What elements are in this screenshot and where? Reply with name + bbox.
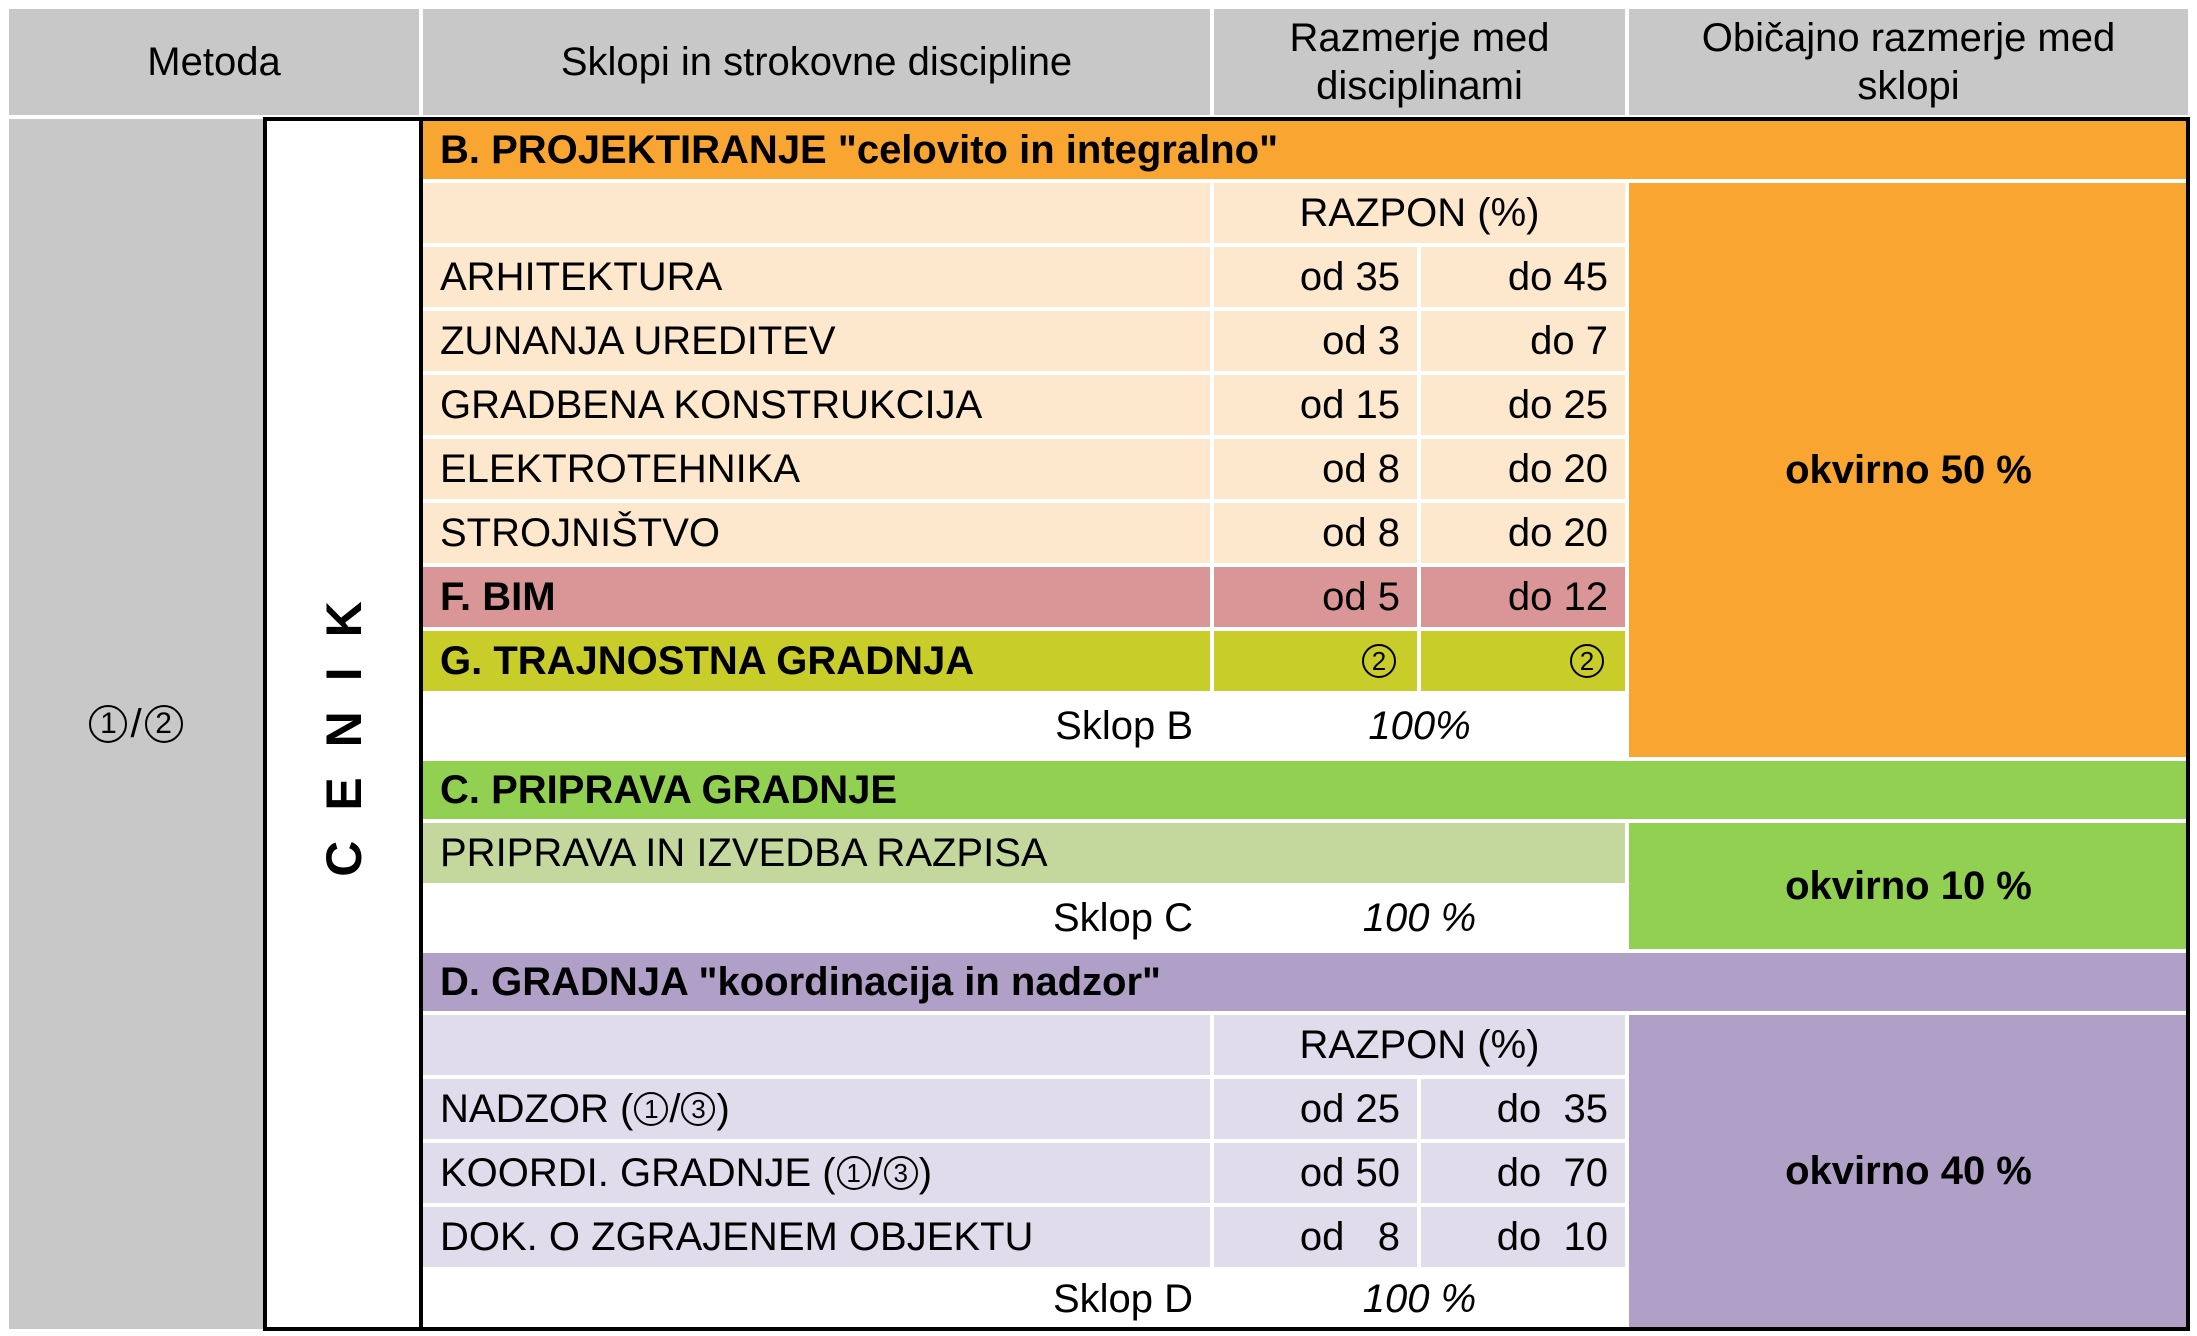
section-c-share-text: okvirno 10 %: [1785, 863, 2032, 908]
bim-row-od: [1214, 567, 1417, 627]
section-d-blank: [423, 1015, 1210, 1075]
d-row-do-1: [1421, 1143, 1625, 1203]
sklop-d-value-text: 100 %: [1362, 1276, 1477, 1321]
b-row-do-3: [1421, 439, 1625, 499]
bim-do-value: do 12: [1507, 574, 1608, 619]
d-row-do-0: [1421, 1079, 1625, 1139]
b-row-do-value: do 7: [1530, 318, 1608, 363]
section-b-share: [1629, 183, 2188, 757]
b-row-do-1: [1421, 311, 1625, 371]
section-b-title: [423, 121, 2188, 179]
frame-left: [263, 117, 267, 1331]
section-d-razpon: [1214, 1015, 1625, 1075]
b-row-label: ZUNANJA UREDITEV: [440, 318, 836, 363]
section-d-share: [1629, 1015, 2188, 1327]
b-row-od-value: od 35: [1299, 254, 1400, 299]
section-c-row: [423, 823, 1625, 883]
frame-bottom: [263, 1327, 2190, 1331]
b-row-do-value: do 20: [1507, 446, 1608, 491]
sklop-c-label-text: Sklop C: [1052, 895, 1193, 940]
b-row-od-0: [1214, 247, 1417, 307]
section-c-share: [1629, 823, 2188, 949]
b-row-label: STROJNIŠTVO: [440, 510, 721, 555]
header-razmerje-label: Razmerje med disciplinami: [1289, 16, 1550, 108]
b-row-name-2: [423, 375, 1210, 435]
sklop-b-label-text: Sklop B: [1055, 703, 1193, 748]
header-metoda-label: Metoda: [147, 40, 281, 84]
d-row-name-0: [423, 1079, 1210, 1139]
d-row-label: DOK. O ZGRAJENEM OBJEKTU: [440, 1214, 1034, 1259]
b-row-name-3: [423, 439, 1210, 499]
d-row-slash: /: [669, 1086, 681, 1131]
d-row-od-2: [1214, 1207, 1417, 1267]
d-row-name-1: [423, 1143, 1210, 1203]
sklop-c-value: [1214, 887, 1625, 949]
section-b-blank: [423, 183, 1210, 243]
d-row-od-1: [1214, 1143, 1417, 1203]
method-separator: /: [130, 701, 142, 746]
b-row-name-0: [423, 247, 1210, 307]
b-row-od-3: [1214, 439, 1417, 499]
d-row-name-2: [423, 1207, 1210, 1267]
b-row-od-value: od 15: [1299, 382, 1400, 427]
d-row-marker-3: 3: [884, 1156, 918, 1190]
b-row-do-4: [1421, 503, 1625, 563]
d-row-od-value: od 25: [1299, 1086, 1400, 1131]
d-row-do-value: do 35: [1496, 1086, 1608, 1131]
b-row-name-1: [423, 311, 1210, 371]
d-row-od-value: od 8: [1299, 1214, 1400, 1259]
sklop-d-value: [1214, 1271, 1625, 1327]
d-row-tail: ): [918, 1150, 933, 1195]
header-metoda: [9, 9, 419, 115]
bim-row-name: [423, 567, 1210, 627]
trajnostna-row-name: [423, 631, 1210, 691]
d-row-tail: ): [716, 1086, 730, 1131]
bim-row-do: [1421, 567, 1625, 627]
cenik-text: CENIK: [315, 571, 372, 877]
sklop-c-value-text: 100 %: [1362, 895, 1477, 940]
d-row-marker-1: 1: [634, 1092, 668, 1126]
header-obicajno: [1629, 9, 2188, 115]
d-row-label: NADZOR (: [440, 1086, 634, 1131]
method-marker-1: 1: [89, 705, 127, 743]
b-row-od-value: od 8: [1322, 510, 1400, 555]
sklop-b-value-text: 100%: [1368, 703, 1471, 748]
section-b-title-text: B. PROJEKTIRANJE "celovito in integralno": [440, 127, 1279, 172]
b-row-od-value: od 8: [1322, 446, 1400, 491]
section-b-razpon-label: RAZPON (%): [1299, 190, 1540, 235]
frame-top: [263, 117, 2190, 121]
trajnostna-row-od: [1214, 631, 1417, 691]
b-row-do-value: do 45: [1507, 254, 1608, 299]
b-row-od-1: [1214, 311, 1417, 371]
header-razmerje: [1214, 9, 1625, 115]
frame-divider: [419, 117, 423, 1331]
b-row-do-0: [1421, 247, 1625, 307]
bim-od-value: od 5: [1322, 574, 1400, 619]
section-d-title: [423, 953, 2188, 1011]
b-row-name-4: [423, 503, 1210, 563]
d-row-slash: /: [871, 1150, 883, 1195]
b-row-do-value: do 20: [1507, 510, 1608, 555]
header-sklopi-label: Sklopi in strokovne discipline: [560, 40, 1073, 84]
d-row-marker-3: 3: [681, 1092, 715, 1126]
header-obicajno-label: Običajno razmerje med sklopi: [1701, 16, 2116, 108]
section-c-title: [423, 761, 2188, 819]
sklop-b-label: [423, 695, 1210, 757]
header-sklopi: [423, 9, 1210, 115]
trajnostna-row-do: [1421, 631, 1625, 691]
section-b-share-text: okvirno 50 %: [1785, 447, 2032, 492]
d-row-od-0: [1214, 1079, 1417, 1139]
b-row-od-4: [1214, 503, 1417, 563]
sklop-b-value: [1214, 695, 1625, 757]
section-b-razpon: [1214, 183, 1625, 243]
frame-right: [2186, 117, 2190, 1331]
cenik-label: [266, 119, 421, 1329]
b-row-label: ELEKTROTEHNIKA: [440, 446, 801, 491]
section-d-share-text: okvirno 40 %: [1785, 1148, 2032, 1193]
b-row-od-value: od 3: [1322, 318, 1400, 363]
section-c-title-text: C. PRIPRAVA GRADNJE: [440, 767, 898, 812]
trajnostna-do-marker: 2: [1570, 644, 1604, 678]
bim-label: F. BIM: [440, 574, 556, 619]
d-row-do-value: do 10: [1496, 1214, 1608, 1259]
sklop-d-label: [423, 1271, 1210, 1327]
b-row-do-value: do 25: [1507, 382, 1608, 427]
method-marker-2: 2: [145, 705, 183, 743]
d-row-do-value: do 70: [1496, 1150, 1608, 1195]
d-row-label: KOORDI. GRADNJE (: [440, 1150, 836, 1195]
sklop-d-label-text: Sklop D: [1052, 1276, 1193, 1321]
d-row-marker-1: 1: [837, 1156, 871, 1190]
method-cell: [9, 119, 263, 1329]
b-row-od-2: [1214, 375, 1417, 435]
section-d-title-text: D. GRADNJA "koordinacija in nadzor": [440, 959, 1161, 1004]
d-row-do-2: [1421, 1207, 1625, 1267]
sklop-c-label: [423, 887, 1210, 949]
d-row-od-value: od 50: [1299, 1150, 1400, 1195]
section-d-razpon-label: RAZPON (%): [1299, 1022, 1540, 1067]
b-row-label: GRADBENA KONSTRUKCIJA: [440, 382, 983, 427]
trajnostna-od-marker: 2: [1362, 644, 1396, 678]
b-row-label: ARHITEKTURA: [440, 254, 723, 299]
section-c-row-text: PRIPRAVA IN IZVEDBA RAZPISA: [440, 830, 1048, 875]
b-row-do-2: [1421, 375, 1625, 435]
trajnostna-label: G. TRAJNOSTNA GRADNJA: [440, 638, 975, 683]
